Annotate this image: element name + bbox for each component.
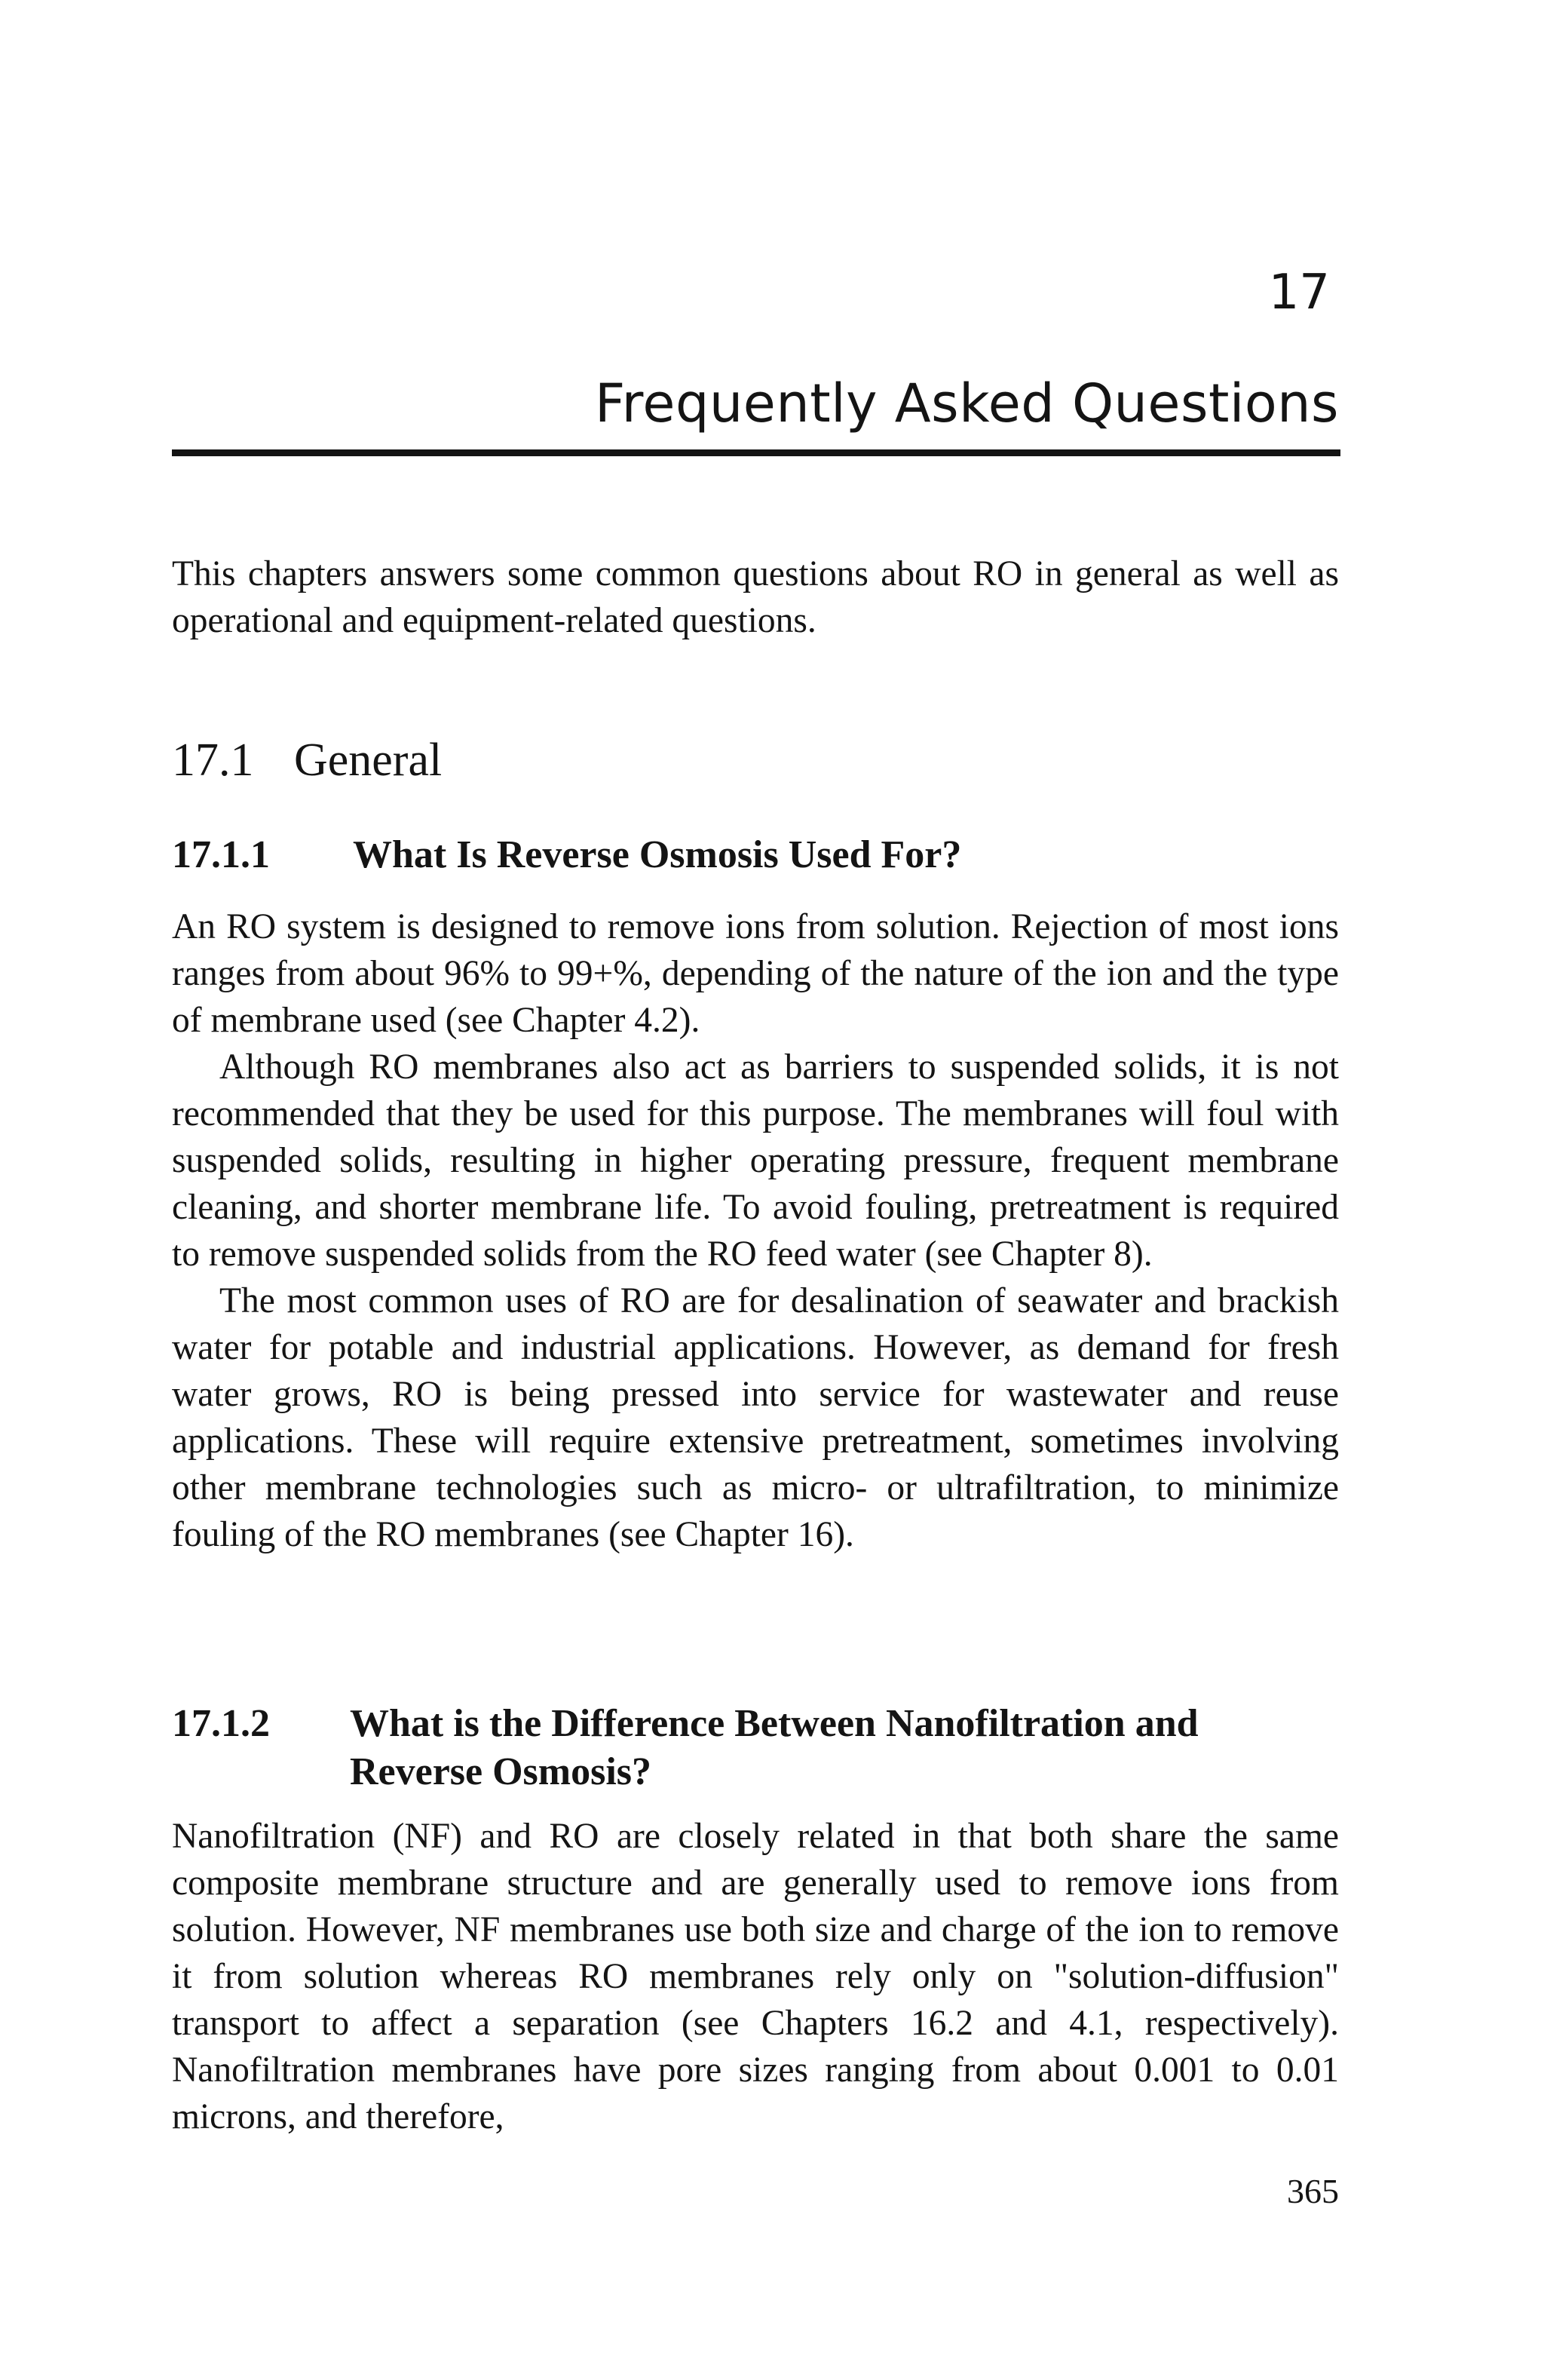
subsection-body	[172, 1813, 1339, 2140]
subsection-number: 17.1.1	[172, 833, 270, 876]
body-paragraph: Although RO membranes also act as barriers to suspended solids, it is not recommended that they be used for this purpose. The membranes will foul with suspended solids, resulting in higher operating pressure, frequent membrane cleaning, and shorter membrane life. To avoid fouling, pretreatment is required to remove suspended solids from the RO feed water (see Chapter 8).	[172, 1047, 1339, 1274]
chapter-number: 17	[1268, 265, 1330, 321]
body-paragraph: The most common uses of RO are for desalination of seawater and brackish water for potable and industrial applications. However, as demand for fresh water grows, RO is being pressed into service for wastewater and reuse applications. These will require extensive pretreatment, sometimes involving other membrane technologies such as micro- or ultrafiltration, to minimize fouling of the RO membranes (see Chapter 16).	[172, 1281, 1339, 1554]
section-title: General	[294, 735, 443, 786]
section-heading	[172, 730, 442, 790]
subsection-number: 17.1.2	[172, 1702, 270, 1745]
subsection-title: What is the Difference Between Nanofiltration and Reverse Osmosis?	[350, 1702, 1199, 1793]
subsection-heading	[172, 831, 1339, 879]
intro-paragraph: This chapters answers some common questions about RO in general as well as operational and equipment-related questions.	[172, 554, 1339, 640]
subsection-body	[172, 903, 1339, 1558]
title-rule	[172, 449, 1340, 456]
body-paragraph: Nanofiltration (NF) and RO are closely related in that both share the same composite membrane structure and are generally used to remove ions from solution. However, NF membranes use both size and charge of the ion to remove it from solution whereas RO membranes rely only on "solution-diffusion" transport to affect a separation (see Chapters 16.2 and 4.1, respectively). Nanofiltration membranes have pore sizes ranging from about 0.001 to 0.01 microns, and therefore,	[172, 1817, 1339, 2136]
chapter-intro	[172, 551, 1339, 644]
body-paragraph: An RO system is designed to remove ions from solution. Rejection of most ions ranges from about 96% to 99+%, depending of the nature of the ion and the type of membrane used (see Chapter 4.2).	[172, 907, 1339, 1040]
section-number: 17.1	[172, 735, 254, 786]
subsection-title: What Is Reverse Osmosis Used For?	[353, 833, 962, 876]
subsection-heading	[172, 1700, 1339, 1796]
page-number: 365	[1287, 2172, 1339, 2210]
chapter-title: Frequently Asked Questions	[595, 373, 1339, 434]
